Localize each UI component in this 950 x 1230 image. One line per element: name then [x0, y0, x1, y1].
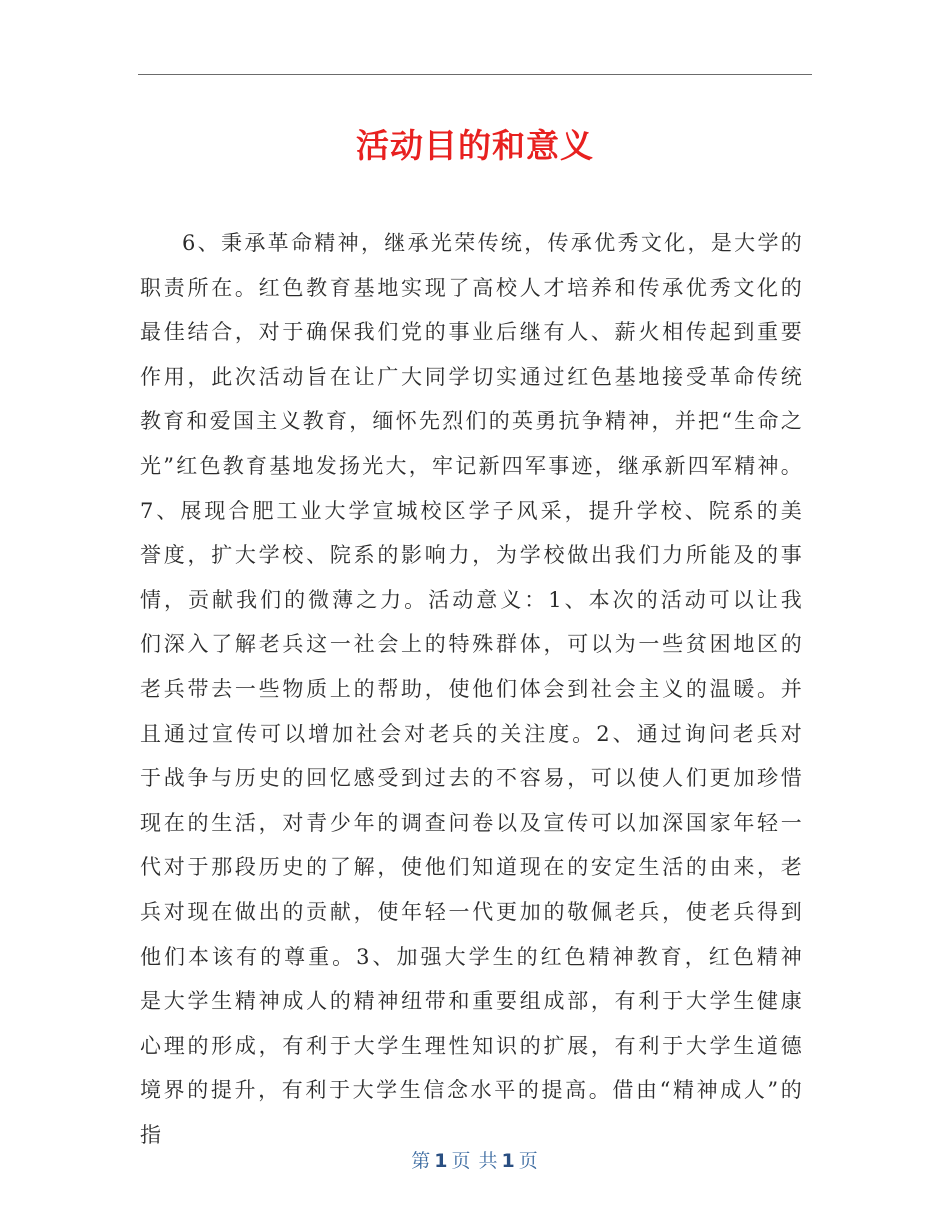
page-footer [0, 1146, 950, 1173]
footer-middle: 页 共 [451, 1150, 499, 1172]
document-title: 活动目的和意义 [356, 126, 594, 165]
footer-prefix: 第 [411, 1150, 432, 1172]
footer-total-pages: 1 [501, 1150, 516, 1172]
document-body: 6、秉承革命精神，继承光荣传统，传承优秀文化，是大学的职责所在。红色教育基地实现了高校人才培养和传承优秀文化的最佳结合，对于确保我们党的事业后继有人、薪火相传起到重要作用，此次活动旨在让广大同学切实通过红色基地接受革命传统教育和爱国主义教育，缅怀先烈们的英勇抗争精神，并把“生命之光”红色教育基地发扬光大，牢记新四军事迹，继承新四军精神。7、展现合肥工业大学宣城校区学子风采，提升学校、院系的美誉度，扩大学校、院系的影响力，为学校做出我们力所能及的事情，贡献我们的微薄之力。活动意义：1、本次的活动可以让我们深入了解老兵这一社会上的特殊群体，可以为一些贫困地区的老兵带去一些物质上的帮助，使他们体会到社会主义的温暖。并且通过宣传可以增加社会对老兵的关注度。2、通过询问老兵对于战争与历史的回忆感受到过去的不容易，可以使人们更加珍惜现在的生活，对青少年的调查问卷以及宣传可以加深国家年轻一代对于那段历史的了解，使他们知道现在的安定生活的由来，老兵对现在做出的贡献，使年轻一代更加的敬佩老兵，使老兵得到他们本该有的尊重。3、加强大学生的红色精神教育，红色精神是大学生精神成人的精神纽带和重要组成部，有利于大学生健康心理的形成，有利于大学生理性知识的扩展，有利于大学生道德境界的提升，有利于大学生信念水平的提高。借由“精神成人”的指 [140, 231, 804, 1147]
header-rule [138, 74, 812, 75]
footer-page-number: 1 [434, 1150, 449, 1172]
footer-suffix: 页 [518, 1150, 539, 1172]
